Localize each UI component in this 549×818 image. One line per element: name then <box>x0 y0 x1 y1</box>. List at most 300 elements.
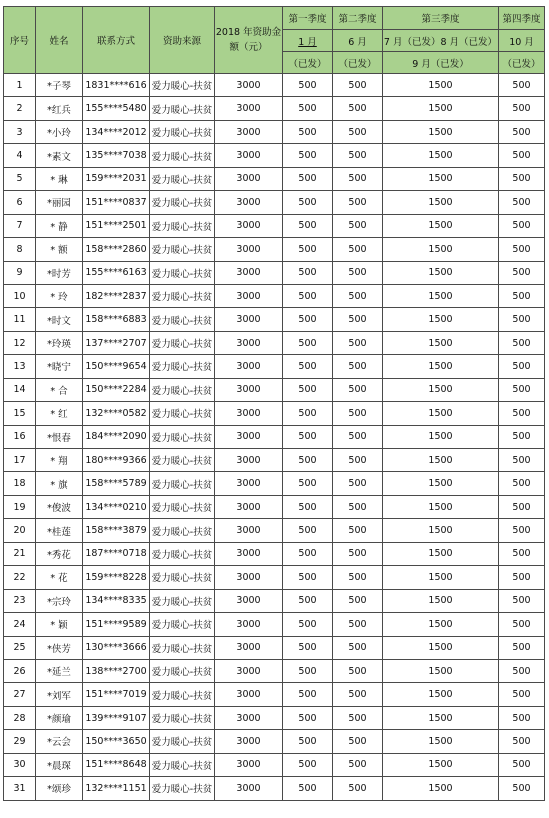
cell-q4: 500 <box>499 472 545 495</box>
cell-q2: 500 <box>333 566 383 589</box>
table-row <box>4 97 545 120</box>
cell-q4: 500 <box>499 519 545 542</box>
cell-q1: 500 <box>283 730 333 753</box>
cell-q3: 1500 <box>383 449 499 472</box>
cell-q1: 500 <box>283 261 333 284</box>
cell-q4: 500 <box>499 777 545 800</box>
cell-q2: 500 <box>333 238 383 261</box>
cell-q4: 500 <box>499 144 545 167</box>
table-row <box>4 472 545 495</box>
cell-q3: 1500 <box>383 238 499 261</box>
cell-q1: 500 <box>283 449 333 472</box>
cell-source: 爱力暖心-扶贫 <box>150 659 215 682</box>
cell-source: 爱力暖心-扶贫 <box>150 730 215 753</box>
cell-q1: 500 <box>283 331 333 354</box>
cell-phone: 151****9589 <box>83 613 150 636</box>
header-amount <box>215 7 283 74</box>
cell-q2: 500 <box>333 167 383 190</box>
cell-q3: 1500 <box>383 659 499 682</box>
cell-amount: 3000 <box>215 144 283 167</box>
cell-source: 爱力暖心-扶贫 <box>150 120 215 143</box>
table-row <box>4 566 545 589</box>
header-amount-line2: 额（元） <box>229 42 268 53</box>
cell-phone: 158****2860 <box>83 238 150 261</box>
table-row <box>4 636 545 659</box>
cell-source: 爱力暖心-扶贫 <box>150 566 215 589</box>
cell-q2: 500 <box>333 777 383 800</box>
cell-q4: 500 <box>499 495 545 518</box>
cell-phone: 151****2501 <box>83 214 150 237</box>
cell-name: * 旗 <box>36 472 83 495</box>
cell-q4: 500 <box>499 378 545 401</box>
cell-name: *颜瑜 <box>36 706 83 729</box>
cell-amount: 3000 <box>215 636 283 659</box>
cell-q3: 1500 <box>383 97 499 120</box>
cell-q1: 500 <box>283 74 333 97</box>
cell-phone: 180****9366 <box>83 449 150 472</box>
cell-q4: 500 <box>499 331 545 354</box>
cell-q2: 500 <box>333 495 383 518</box>
table-row <box>4 730 545 753</box>
cell-q1: 500 <box>283 238 333 261</box>
cell-q2: 500 <box>333 144 383 167</box>
cell-q4: 500 <box>499 659 545 682</box>
cell-name: * 花 <box>36 566 83 589</box>
cell-amount: 3000 <box>215 74 283 97</box>
cell-source: 爱力暖心-扶贫 <box>150 97 215 120</box>
cell-name: *时文 <box>36 308 83 331</box>
cell-q3: 1500 <box>383 74 499 97</box>
table-row <box>4 144 545 167</box>
header-q4-month: 10 月 <box>499 30 545 52</box>
cell-q3: 1500 <box>383 472 499 495</box>
cell-phone: 132****0582 <box>83 402 150 425</box>
header-row-top <box>4 7 545 30</box>
cell-seq: 22 <box>4 566 36 589</box>
table-row <box>4 74 545 97</box>
table-row <box>4 519 545 542</box>
cell-q3: 1500 <box>383 191 499 214</box>
table-row <box>4 683 545 706</box>
header-source: 资助来源 <box>150 7 215 74</box>
cell-q2: 500 <box>333 355 383 378</box>
cell-q2: 500 <box>333 449 383 472</box>
cell-q1: 500 <box>283 472 333 495</box>
table-row <box>4 355 545 378</box>
table-body <box>4 74 545 801</box>
cell-amount: 3000 <box>215 308 283 331</box>
cell-seq: 21 <box>4 542 36 565</box>
cell-q4: 500 <box>499 308 545 331</box>
cell-q4: 500 <box>499 730 545 753</box>
cell-phone: 132****1151 <box>83 777 150 800</box>
cell-q4: 500 <box>499 636 545 659</box>
cell-q4: 500 <box>499 542 545 565</box>
cell-amount: 3000 <box>215 753 283 776</box>
cell-source: 爱力暖心-扶贫 <box>150 167 215 190</box>
cell-name: *侠芳 <box>36 636 83 659</box>
table-row <box>4 167 545 190</box>
cell-q1: 500 <box>283 355 333 378</box>
cell-seq: 19 <box>4 495 36 518</box>
cell-amount: 3000 <box>215 449 283 472</box>
cell-phone: 155****6163 <box>83 261 150 284</box>
cell-q4: 500 <box>499 191 545 214</box>
cell-q3: 1500 <box>383 214 499 237</box>
cell-seq: 2 <box>4 97 36 120</box>
cell-amount: 3000 <box>215 238 283 261</box>
header-contact: 联系方式 <box>83 7 150 74</box>
cell-amount: 3000 <box>215 542 283 565</box>
table-row <box>4 284 545 307</box>
cell-amount: 3000 <box>215 284 283 307</box>
cell-q4: 500 <box>499 97 545 120</box>
cell-source: 爱力暖心-扶贫 <box>150 449 215 472</box>
cell-q2: 500 <box>333 120 383 143</box>
table-row <box>4 120 545 143</box>
cell-phone: 135****7038 <box>83 144 150 167</box>
cell-amount: 3000 <box>215 472 283 495</box>
cell-amount: 3000 <box>215 425 283 448</box>
cell-q3: 1500 <box>383 120 499 143</box>
cell-q2: 500 <box>333 753 383 776</box>
table-row <box>4 753 545 776</box>
table-row <box>4 238 545 261</box>
cell-q1: 500 <box>283 636 333 659</box>
cell-source: 爱力暖心-扶贫 <box>150 261 215 284</box>
cell-source: 爱力暖心-扶贫 <box>150 308 215 331</box>
cell-q3: 1500 <box>383 402 499 425</box>
cell-q1: 500 <box>283 683 333 706</box>
cell-q1: 500 <box>283 659 333 682</box>
cell-q1: 500 <box>283 425 333 448</box>
cell-phone: 134****2012 <box>83 120 150 143</box>
cell-amount: 3000 <box>215 566 283 589</box>
cell-amount: 3000 <box>215 495 283 518</box>
header-amount-line1: 2018 年资助金 <box>215 27 282 38</box>
cell-amount: 3000 <box>215 706 283 729</box>
cell-amount: 3000 <box>215 402 283 425</box>
cell-phone: 151****0837 <box>83 191 150 214</box>
table-row <box>4 659 545 682</box>
cell-q1: 500 <box>283 120 333 143</box>
cell-q4: 500 <box>499 355 545 378</box>
cell-amount: 3000 <box>215 355 283 378</box>
cell-q1: 500 <box>283 378 333 401</box>
cell-q1: 500 <box>283 753 333 776</box>
table-row <box>4 402 545 425</box>
cell-source: 爱力暖心-扶贫 <box>150 706 215 729</box>
cell-amount: 3000 <box>215 730 283 753</box>
cell-source: 爱力暖心-扶贫 <box>150 495 215 518</box>
cell-q3: 1500 <box>383 706 499 729</box>
cell-phone: 151****7019 <box>83 683 150 706</box>
cell-seq: 5 <box>4 167 36 190</box>
cell-q1: 500 <box>283 706 333 729</box>
cell-q2: 500 <box>333 331 383 354</box>
cell-q1: 500 <box>283 284 333 307</box>
cell-phone: 150****9654 <box>83 355 150 378</box>
header-q1-month: 1 月 <box>283 30 333 52</box>
cell-seq: 20 <box>4 519 36 542</box>
cell-q1: 500 <box>283 495 333 518</box>
cell-q4: 500 <box>499 613 545 636</box>
cell-seq: 4 <box>4 144 36 167</box>
table-row <box>4 261 545 284</box>
cell-q3: 1500 <box>383 753 499 776</box>
header-q2-month: 6 月 <box>333 30 383 52</box>
cell-source: 爱力暖心-扶贫 <box>150 74 215 97</box>
cell-amount: 3000 <box>215 331 283 354</box>
header-q3-title: 第三季度 <box>383 7 499 30</box>
cell-name: * 翔 <box>36 449 83 472</box>
cell-amount: 3000 <box>215 191 283 214</box>
cell-seq: 7 <box>4 214 36 237</box>
cell-q3: 1500 <box>383 167 499 190</box>
cell-seq: 23 <box>4 589 36 612</box>
cell-seq: 29 <box>4 730 36 753</box>
cell-source: 爱力暖心-扶贫 <box>150 683 215 706</box>
cell-name: *颂珍 <box>36 777 83 800</box>
cell-seq: 11 <box>4 308 36 331</box>
cell-name: *延兰 <box>36 659 83 682</box>
cell-seq: 25 <box>4 636 36 659</box>
table-row <box>4 589 545 612</box>
cell-q3: 1500 <box>383 261 499 284</box>
cell-name: *桂莲 <box>36 519 83 542</box>
cell-q1: 500 <box>283 519 333 542</box>
cell-q3: 1500 <box>383 683 499 706</box>
cell-amount: 3000 <box>215 777 283 800</box>
cell-name: *秀花 <box>36 542 83 565</box>
header-q3-line1: 7 月（已发）8 月（已发） <box>383 30 499 52</box>
cell-source: 爱力暖心-扶贫 <box>150 284 215 307</box>
cell-q2: 500 <box>333 659 383 682</box>
cell-source: 爱力暖心-扶贫 <box>150 636 215 659</box>
cell-q4: 500 <box>499 706 545 729</box>
cell-q3: 1500 <box>383 425 499 448</box>
cell-source: 爱力暖心-扶贫 <box>150 355 215 378</box>
table-row <box>4 777 545 800</box>
cell-q3: 1500 <box>383 331 499 354</box>
header-q1-status: （已发） <box>283 52 333 74</box>
header-q4-status: （已发） <box>499 52 545 74</box>
cell-seq: 26 <box>4 659 36 682</box>
cell-q1: 500 <box>283 777 333 800</box>
funding-table-sheet <box>3 6 545 801</box>
cell-q2: 500 <box>333 730 383 753</box>
table-row <box>4 331 545 354</box>
cell-amount: 3000 <box>215 589 283 612</box>
cell-name: *时芳 <box>36 261 83 284</box>
cell-source: 爱力暖心-扶贫 <box>150 331 215 354</box>
cell-name: *红兵 <box>36 97 83 120</box>
cell-name: *恨春 <box>36 425 83 448</box>
cell-seq: 10 <box>4 284 36 307</box>
cell-q4: 500 <box>499 120 545 143</box>
cell-amount: 3000 <box>215 659 283 682</box>
cell-q3: 1500 <box>383 144 499 167</box>
cell-q4: 500 <box>499 74 545 97</box>
header-seq: 序号 <box>4 7 36 74</box>
header-q4-title: 第四季度 <box>499 7 545 30</box>
cell-q3: 1500 <box>383 495 499 518</box>
cell-q2: 500 <box>333 425 383 448</box>
cell-phone: 151****8648 <box>83 753 150 776</box>
table-row <box>4 706 545 729</box>
cell-q1: 500 <box>283 167 333 190</box>
cell-seq: 16 <box>4 425 36 448</box>
cell-phone: 134****8335 <box>83 589 150 612</box>
cell-q1: 500 <box>283 402 333 425</box>
cell-q3: 1500 <box>383 777 499 800</box>
cell-q2: 500 <box>333 74 383 97</box>
cell-phone: 1831****616 <box>83 74 150 97</box>
cell-phone: 155****5480 <box>83 97 150 120</box>
cell-phone: 134****0210 <box>83 495 150 518</box>
cell-q2: 500 <box>333 378 383 401</box>
cell-seq: 8 <box>4 238 36 261</box>
cell-q2: 500 <box>333 519 383 542</box>
cell-seq: 27 <box>4 683 36 706</box>
cell-q4: 500 <box>499 449 545 472</box>
cell-name: *俊波 <box>36 495 83 518</box>
cell-phone: 159****2031 <box>83 167 150 190</box>
cell-q4: 500 <box>499 284 545 307</box>
cell-q1: 500 <box>283 566 333 589</box>
cell-amount: 3000 <box>215 214 283 237</box>
cell-q3: 1500 <box>383 284 499 307</box>
cell-q1: 500 <box>283 542 333 565</box>
header-q1-title: 第一季度 <box>283 7 333 30</box>
table-row <box>4 214 545 237</box>
cell-q2: 500 <box>333 472 383 495</box>
cell-phone: 158****3879 <box>83 519 150 542</box>
table-row <box>4 378 545 401</box>
cell-name: * 红 <box>36 402 83 425</box>
table-row <box>4 308 545 331</box>
cell-q3: 1500 <box>383 308 499 331</box>
funding-table <box>3 6 545 801</box>
cell-q4: 500 <box>499 753 545 776</box>
cell-seq: 30 <box>4 753 36 776</box>
table-row <box>4 191 545 214</box>
table-row <box>4 449 545 472</box>
cell-q4: 500 <box>499 683 545 706</box>
cell-q4: 500 <box>499 566 545 589</box>
cell-name: *刘军 <box>36 683 83 706</box>
table-row <box>4 425 545 448</box>
cell-name: *子琴 <box>36 74 83 97</box>
cell-q1: 500 <box>283 97 333 120</box>
cell-phone: 158****5789 <box>83 472 150 495</box>
cell-phone: 150****3650 <box>83 730 150 753</box>
table-row <box>4 495 545 518</box>
cell-name: *素文 <box>36 144 83 167</box>
cell-seq: 15 <box>4 402 36 425</box>
cell-q4: 500 <box>499 214 545 237</box>
table-row <box>4 542 545 565</box>
cell-q2: 500 <box>333 191 383 214</box>
cell-source: 爱力暖心-扶贫 <box>150 613 215 636</box>
cell-name: *宗玲 <box>36 589 83 612</box>
cell-q4: 500 <box>499 167 545 190</box>
cell-q2: 500 <box>333 261 383 284</box>
cell-name: *丽园 <box>36 191 83 214</box>
cell-q4: 500 <box>499 402 545 425</box>
cell-q3: 1500 <box>383 730 499 753</box>
cell-q2: 500 <box>333 636 383 659</box>
cell-q3: 1500 <box>383 589 499 612</box>
cell-name: *云会 <box>36 730 83 753</box>
cell-q1: 500 <box>283 191 333 214</box>
cell-q2: 500 <box>333 542 383 565</box>
cell-q1: 500 <box>283 144 333 167</box>
cell-seq: 14 <box>4 378 36 401</box>
cell-seq: 12 <box>4 331 36 354</box>
cell-amount: 3000 <box>215 683 283 706</box>
cell-name: *玲瑛 <box>36 331 83 354</box>
cell-phone: 150****2284 <box>83 378 150 401</box>
cell-q1: 500 <box>283 308 333 331</box>
cell-q3: 1500 <box>383 613 499 636</box>
cell-source: 爱力暖心-扶贫 <box>150 589 215 612</box>
cell-phone: 159****8228 <box>83 566 150 589</box>
cell-q2: 500 <box>333 308 383 331</box>
header-name: 姓名 <box>36 7 83 74</box>
cell-q4: 500 <box>499 261 545 284</box>
cell-seq: 17 <box>4 449 36 472</box>
cell-amount: 3000 <box>215 167 283 190</box>
cell-q3: 1500 <box>383 378 499 401</box>
cell-name: * 额 <box>36 238 83 261</box>
cell-source: 爱力暖心-扶贫 <box>150 425 215 448</box>
cell-q1: 500 <box>283 589 333 612</box>
cell-q2: 500 <box>333 402 383 425</box>
cell-phone: 137****2707 <box>83 331 150 354</box>
cell-q1: 500 <box>283 613 333 636</box>
cell-source: 爱力暖心-扶贫 <box>150 472 215 495</box>
cell-source: 爱力暖心-扶贫 <box>150 214 215 237</box>
cell-q3: 1500 <box>383 542 499 565</box>
cell-seq: 24 <box>4 613 36 636</box>
cell-q3: 1500 <box>383 519 499 542</box>
cell-q2: 500 <box>333 284 383 307</box>
cell-q2: 500 <box>333 589 383 612</box>
cell-phone: 184****2090 <box>83 425 150 448</box>
cell-seq: 1 <box>4 74 36 97</box>
cell-phone: 139****9107 <box>83 706 150 729</box>
cell-name: * 静 <box>36 214 83 237</box>
cell-source: 爱力暖心-扶贫 <box>150 238 215 261</box>
cell-source: 爱力暖心-扶贫 <box>150 144 215 167</box>
cell-q4: 500 <box>499 425 545 448</box>
cell-seq: 13 <box>4 355 36 378</box>
header-q2-status: （已发） <box>333 52 383 74</box>
cell-source: 爱力暖心-扶贫 <box>150 542 215 565</box>
cell-name: *小玲 <box>36 120 83 143</box>
cell-q2: 500 <box>333 214 383 237</box>
cell-name: *晨琛 <box>36 753 83 776</box>
cell-q2: 500 <box>333 613 383 636</box>
cell-q2: 500 <box>333 97 383 120</box>
header-q3-line2: 9 月（已发） <box>383 52 499 74</box>
cell-name: *晓宁 <box>36 355 83 378</box>
cell-q3: 1500 <box>383 636 499 659</box>
cell-phone: 138****2700 <box>83 659 150 682</box>
cell-seq: 31 <box>4 777 36 800</box>
cell-q2: 500 <box>333 683 383 706</box>
